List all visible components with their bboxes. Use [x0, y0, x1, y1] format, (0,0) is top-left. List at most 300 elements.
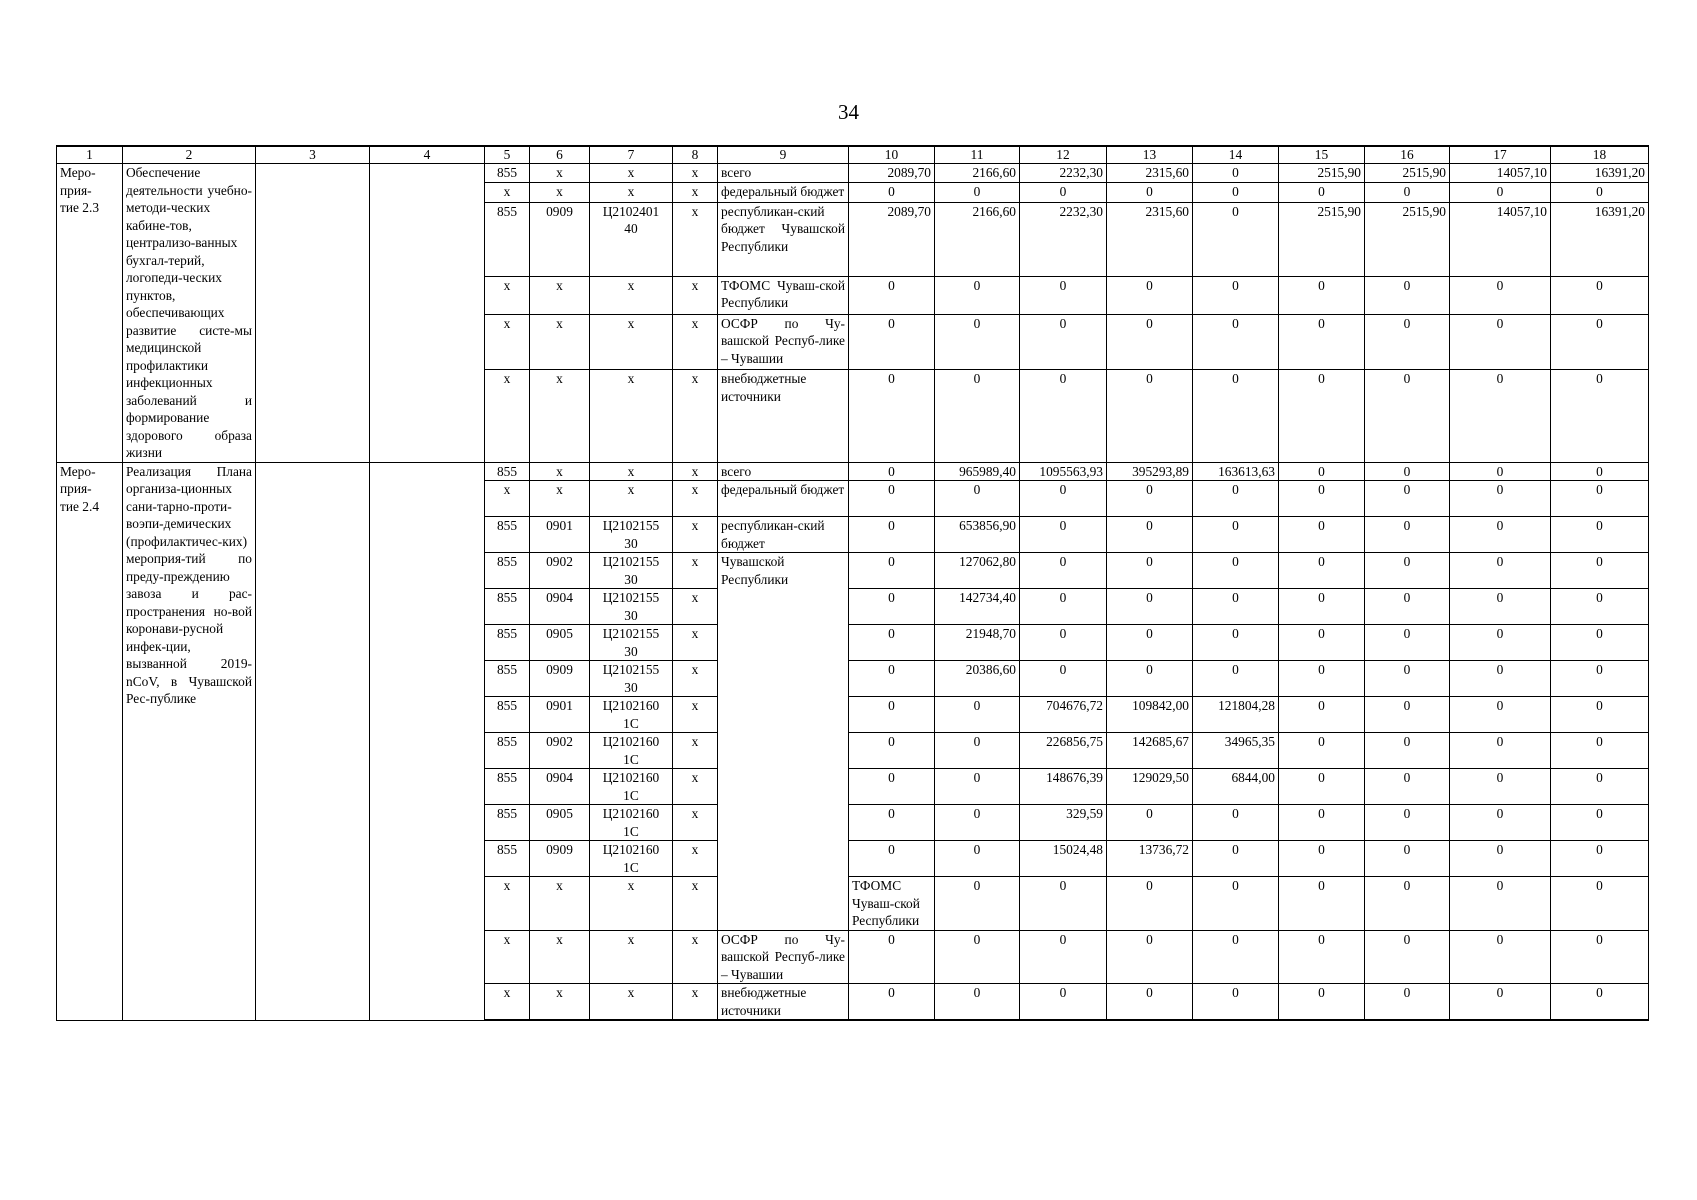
col-8-cell: х [673, 462, 718, 481]
value-cell: 0 [1020, 589, 1107, 625]
header-col-11: 11 [935, 146, 1020, 164]
value-cell: 0 [1279, 805, 1365, 841]
value-cell: 0 [1020, 481, 1107, 517]
value-cell: 0 [849, 276, 935, 314]
col-6-cell: х [530, 481, 590, 517]
value-cell: 0 [1020, 276, 1107, 314]
value-cell: 653856,90 [935, 517, 1020, 553]
value-cell: 0 [1107, 984, 1193, 1021]
value-cell: 395293,89 [1107, 462, 1193, 481]
value-cell: 2166,60 [935, 164, 1020, 183]
value-cell: 0 [935, 481, 1020, 517]
value-cell: 0 [1279, 481, 1365, 517]
col-6-cell: 0905 [530, 805, 590, 841]
value-cell: 0 [1193, 553, 1279, 589]
col-7-cell: Ц2102160 1С [590, 841, 673, 877]
value-cell: 0 [1020, 517, 1107, 553]
table-row [57, 164, 1649, 183]
value-cell: 0 [1193, 984, 1279, 1021]
col-8-cell: х [673, 553, 718, 589]
col-6-cell: 0905 [530, 625, 590, 661]
col-6-cell: 0909 [530, 661, 590, 697]
col-8-cell: х [673, 625, 718, 661]
value-cell: 704676,72 [1020, 697, 1107, 733]
value-cell: 0 [1450, 276, 1551, 314]
value-cell: 0 [1551, 481, 1649, 517]
value-cell: 0 [1450, 733, 1551, 769]
col-8-cell: х [673, 370, 718, 462]
col-5-cell: 855 [485, 625, 530, 661]
col-8-cell: х [673, 276, 718, 314]
value-cell: 226856,75 [1020, 733, 1107, 769]
value-cell: 0 [1450, 661, 1551, 697]
value-cell: 0 [1020, 877, 1107, 931]
value-cell: 0 [1279, 661, 1365, 697]
header-col-6: 6 [530, 146, 590, 164]
value-cell: 0 [1193, 589, 1279, 625]
funding-source-cell: всего [718, 164, 849, 183]
col-7-cell: х [590, 314, 673, 370]
value-cell: 0 [849, 769, 935, 805]
value-cell: 2315,60 [1107, 202, 1193, 276]
col-7-cell: Ц2102155 30 [590, 589, 673, 625]
value-cell: 0 [935, 769, 1020, 805]
col-5-cell: 855 [485, 517, 530, 553]
col-8-cell: х [673, 769, 718, 805]
value-cell: 0 [1365, 661, 1450, 697]
value-cell: 16391,20 [1551, 202, 1649, 276]
funding-source-cell: ТФОМС Чуваш-ской Республики [718, 276, 849, 314]
value-cell: 0 [1193, 625, 1279, 661]
value-cell: 0 [1279, 984, 1365, 1021]
col-5-cell: 855 [485, 661, 530, 697]
col-6-cell: 0901 [530, 517, 590, 553]
page-number: 34 [838, 100, 859, 124]
value-cell: 0 [1193, 877, 1279, 931]
header-col-15: 15 [1279, 146, 1365, 164]
col-8-cell: х [673, 314, 718, 370]
funding-source-cell: ОСФР по Чу-вашской Респуб-лике – Чувашии [718, 314, 849, 370]
col-8-cell: х [673, 984, 718, 1021]
value-cell: 0 [1107, 183, 1193, 202]
value-cell: 0 [1450, 697, 1551, 733]
value-cell: 0 [1107, 661, 1193, 697]
col-8-cell: х [673, 805, 718, 841]
col-6-cell: х [530, 984, 590, 1021]
col-5-cell: 855 [485, 164, 530, 183]
value-cell: 0 [1193, 370, 1279, 462]
value-cell: 2515,90 [1365, 202, 1450, 276]
value-cell: 109842,00 [1107, 697, 1193, 733]
budget-table [56, 145, 1649, 1021]
value-cell: 0 [1193, 202, 1279, 276]
header-col-14: 14 [1193, 146, 1279, 164]
header-col-12: 12 [1020, 146, 1107, 164]
value-cell: 0 [1020, 553, 1107, 589]
value-cell: 0 [1551, 370, 1649, 462]
value-cell: 0 [849, 805, 935, 841]
value-cell: 14057,10 [1450, 164, 1551, 183]
col-8-cell: х [673, 517, 718, 553]
col-5-cell: х [485, 877, 530, 931]
col-7-cell: х [590, 877, 673, 931]
value-cell: 0 [1551, 553, 1649, 589]
header-col-8: 8 [673, 146, 718, 164]
measure-description: Реализация Плана организа-ционных сани-тарно-проти-воэпи-демических (профилактичес-ких) мероприя-тий по преду-преждению завоза и рас-пространения но-вой коронави-русной инфек-ции, вызванной 2019-nCoV, в Чувашской Рес-публике [123, 462, 256, 1020]
value-cell: 0 [1450, 462, 1551, 481]
value-cell: 0 [1020, 625, 1107, 661]
value-cell: 0 [1551, 697, 1649, 733]
value-cell: 127062,80 [935, 553, 1020, 589]
funding-source-cell: федеральный бюджет [718, 481, 849, 517]
value-cell: 0 [1450, 517, 1551, 553]
value-cell: 2232,30 [1020, 164, 1107, 183]
value-cell: 0 [1551, 517, 1649, 553]
value-cell: 0 [1279, 877, 1365, 931]
value-cell: 0 [849, 733, 935, 769]
value-cell: 0 [849, 625, 935, 661]
value-cell: 0 [1551, 625, 1649, 661]
value-cell: 0 [1193, 276, 1279, 314]
value-cell: 0 [1551, 733, 1649, 769]
value-cell: 142685,67 [1107, 733, 1193, 769]
value-cell: 0 [1365, 481, 1450, 517]
header-col-16: 16 [1365, 146, 1450, 164]
value-cell: 0 [1107, 930, 1193, 984]
value-cell: 0 [1020, 930, 1107, 984]
value-cell: 0 [1107, 481, 1193, 517]
value-cell: 0 [1365, 841, 1450, 877]
value-cell: 0 [849, 481, 935, 517]
value-cell: 0 [1450, 183, 1551, 202]
col-5-cell: х [485, 481, 530, 517]
value-cell: 0 [1450, 984, 1551, 1021]
value-cell: 0 [1193, 164, 1279, 183]
value-cell: 0 [1365, 877, 1450, 931]
value-cell: 0 [1193, 183, 1279, 202]
value-cell: 0 [1193, 517, 1279, 553]
col-8-cell: х [673, 841, 718, 877]
value-cell: 148676,39 [1020, 769, 1107, 805]
header-row [57, 146, 1649, 164]
value-cell: 0 [849, 462, 935, 481]
funding-source-cell: федеральный бюджет [718, 183, 849, 202]
funding-source-cell: республикан-ский бюджет [718, 517, 849, 553]
header-col-4: 4 [370, 146, 485, 164]
value-cell: 0 [1279, 462, 1365, 481]
col-5-cell: х [485, 183, 530, 202]
value-cell: 0 [849, 661, 935, 697]
value-cell: 2315,60 [1107, 164, 1193, 183]
header-col-13: 13 [1107, 146, 1193, 164]
col-5-cell: 855 [485, 462, 530, 481]
col-6-cell: 0909 [530, 202, 590, 276]
col-5-cell: х [485, 276, 530, 314]
value-cell: 329,59 [1020, 805, 1107, 841]
value-cell: 0 [1107, 877, 1193, 931]
col-5-cell: 855 [485, 589, 530, 625]
col-8-cell: х [673, 733, 718, 769]
col-5-cell: х [485, 984, 530, 1021]
value-cell: 2515,90 [1279, 202, 1365, 276]
funding-source-cell: внебюджетные источники [718, 370, 849, 462]
value-cell: 0 [1193, 930, 1279, 984]
value-cell: 0 [1365, 553, 1450, 589]
funding-source-cell: республикан-ский бюджет Чувашской Республики [718, 202, 849, 276]
value-cell: 6844,00 [1193, 769, 1279, 805]
value-cell: 0 [1279, 733, 1365, 769]
col-8-cell: х [673, 930, 718, 984]
value-cell: 0 [935, 984, 1020, 1021]
header-col-1: 1 [57, 146, 123, 164]
value-cell: 0 [935, 805, 1020, 841]
value-cell: 0 [1279, 625, 1365, 661]
value-cell: 0 [1193, 841, 1279, 877]
col-6-cell: 0904 [530, 769, 590, 805]
value-cell: 0 [1551, 589, 1649, 625]
col-6-cell: 0904 [530, 589, 590, 625]
value-cell: 14057,10 [1450, 202, 1551, 276]
col-7-cell: Ц2102155 30 [590, 661, 673, 697]
value-cell: 0 [1450, 805, 1551, 841]
value-cell: 0 [1450, 553, 1551, 589]
col-7-cell: Ц2102401 40 [590, 202, 673, 276]
col-7-cell: х [590, 462, 673, 481]
header-col-5: 5 [485, 146, 530, 164]
col-7-cell: х [590, 481, 673, 517]
measure-description: Обеспечение деятельности учебно-методи-ческих кабине-тов, централизо-ванных бухгал-терий, логопеди-ческих пунктов, обеспечивающих развитие систе-мы медицинской профилактики инфекционных заболеваний и формирование здорового образа жизни [123, 164, 256, 463]
value-cell: 0 [1551, 984, 1649, 1021]
value-cell: 0 [849, 370, 935, 462]
col-8-cell: х [673, 661, 718, 697]
value-cell: 0 [1107, 314, 1193, 370]
col-8-cell: х [673, 877, 718, 931]
value-cell: 0 [1107, 517, 1193, 553]
empty-col-4 [370, 462, 485, 1020]
col-5-cell: 855 [485, 697, 530, 733]
value-cell: 121804,28 [1193, 697, 1279, 733]
value-cell: 0 [1279, 841, 1365, 877]
value-cell: 0 [1450, 877, 1551, 931]
col-6-cell: х [530, 930, 590, 984]
header-col-7: 7 [590, 146, 673, 164]
value-cell: 0 [1107, 625, 1193, 661]
value-cell: 0 [1551, 841, 1649, 877]
value-cell: 0 [1020, 984, 1107, 1021]
value-cell: 0 [849, 314, 935, 370]
value-cell: 0 [849, 930, 935, 984]
col-5-cell: 855 [485, 841, 530, 877]
value-cell: 0 [935, 697, 1020, 733]
col-5-cell: х [485, 314, 530, 370]
value-cell: 0 [1551, 930, 1649, 984]
value-cell: 0 [1107, 553, 1193, 589]
col-7-cell: Ц2102160 1С [590, 769, 673, 805]
value-cell: 2166,60 [935, 202, 1020, 276]
value-cell: 129029,50 [1107, 769, 1193, 805]
col-8-cell: х [673, 202, 718, 276]
value-cell: 0 [1365, 589, 1450, 625]
col-5-cell: х [485, 930, 530, 984]
col-8-cell: х [673, 589, 718, 625]
header-col-10: 10 [849, 146, 935, 164]
value-cell: 0 [849, 984, 935, 1021]
col-5-cell: 855 [485, 733, 530, 769]
value-cell: 142734,40 [935, 589, 1020, 625]
value-cell: 0 [1279, 589, 1365, 625]
value-cell: 0 [849, 697, 935, 733]
value-cell: 0 [935, 183, 1020, 202]
measure-label: Меро- прия- тие 2.3 [57, 164, 123, 463]
header-col-18: 18 [1551, 146, 1649, 164]
value-cell: 2515,90 [1279, 164, 1365, 183]
value-cell: 0 [1450, 370, 1551, 462]
col-7-cell: Ц2102155 30 [590, 517, 673, 553]
empty-col-4 [370, 164, 485, 463]
value-cell: 0 [1279, 697, 1365, 733]
funding-source-cell: Чувашской Республики [718, 553, 849, 931]
value-cell: 0 [1365, 183, 1450, 202]
funding-source-cell: ОСФР по Чу-вашской Респуб-лике – Чувашии [718, 930, 849, 984]
value-cell: 0 [1551, 462, 1649, 481]
value-cell: 0 [1365, 805, 1450, 841]
value-cell: 2232,30 [1020, 202, 1107, 276]
header-col-9: 9 [718, 146, 849, 164]
value-cell: 0 [849, 517, 935, 553]
value-cell: 0 [935, 930, 1020, 984]
col-6-cell: х [530, 314, 590, 370]
value-cell: 0 [849, 553, 935, 589]
col-7-cell: х [590, 930, 673, 984]
col-7-cell: Ц2102155 30 [590, 625, 673, 661]
value-cell: 0 [1450, 625, 1551, 661]
value-cell: 0 [1365, 370, 1450, 462]
value-cell: 0 [849, 589, 935, 625]
value-cell: 0 [1107, 370, 1193, 462]
col-6-cell: х [530, 183, 590, 202]
value-cell: 0 [1450, 314, 1551, 370]
col-5-cell: х [485, 370, 530, 462]
value-cell: 0 [1365, 314, 1450, 370]
value-cell: 0 [1279, 183, 1365, 202]
value-cell: 0 [1551, 805, 1649, 841]
value-cell: 0 [1193, 481, 1279, 517]
value-cell: 0 [849, 183, 935, 202]
col-7-cell: Ц2102160 1С [590, 805, 673, 841]
col-6-cell: х [530, 877, 590, 931]
value-cell: 2089,70 [849, 202, 935, 276]
value-cell: 2089,70 [849, 164, 935, 183]
value-cell: 13736,72 [1107, 841, 1193, 877]
col-7-cell: Ц2102155 30 [590, 553, 673, 589]
value-cell: 0 [1365, 625, 1450, 661]
value-cell: 2515,90 [1365, 164, 1450, 183]
value-cell: 34965,35 [1193, 733, 1279, 769]
value-cell: 0 [1450, 589, 1551, 625]
funding-source-cell: ТФОМС Чуваш-ской Республики [849, 877, 935, 931]
value-cell: 0 [1365, 984, 1450, 1021]
col-5-cell: 855 [485, 553, 530, 589]
funding-source-cell: внебюджетные источники [718, 984, 849, 1021]
value-cell: 0 [1107, 589, 1193, 625]
col-6-cell: 0909 [530, 841, 590, 877]
col-7-cell: х [590, 276, 673, 314]
value-cell: 0 [1193, 661, 1279, 697]
value-cell: 0 [1450, 841, 1551, 877]
value-cell: 15024,48 [1020, 841, 1107, 877]
col-6-cell: 0902 [530, 553, 590, 589]
value-cell: 163613,63 [1193, 462, 1279, 481]
header-col-2: 2 [123, 146, 256, 164]
value-cell: 0 [1551, 877, 1649, 931]
value-cell: 0 [1365, 769, 1450, 805]
value-cell: 0 [1279, 314, 1365, 370]
col-6-cell: 0902 [530, 733, 590, 769]
col-8-cell: х [673, 164, 718, 183]
empty-col-3 [256, 164, 370, 463]
value-cell: 0 [1551, 661, 1649, 697]
value-cell: 0 [935, 877, 1020, 931]
value-cell: 0 [1279, 370, 1365, 462]
table-row [57, 462, 1649, 481]
value-cell: 0 [1365, 697, 1450, 733]
value-cell: 0 [1365, 517, 1450, 553]
col-7-cell: х [590, 370, 673, 462]
col-8-cell: х [673, 183, 718, 202]
value-cell: 0 [1551, 769, 1649, 805]
value-cell: 0 [1365, 733, 1450, 769]
value-cell: 0 [1551, 276, 1649, 314]
value-cell: 0 [1020, 314, 1107, 370]
value-cell: 0 [1193, 314, 1279, 370]
value-cell: 0 [935, 314, 1020, 370]
col-8-cell: х [673, 697, 718, 733]
value-cell: 0 [1365, 930, 1450, 984]
value-cell: 0 [1279, 276, 1365, 314]
value-cell: 0 [1450, 481, 1551, 517]
value-cell: 0 [1551, 183, 1649, 202]
value-cell: 0 [1450, 769, 1551, 805]
value-cell: 0 [935, 370, 1020, 462]
value-cell: 0 [1551, 314, 1649, 370]
value-cell: 1095563,93 [1020, 462, 1107, 481]
col-7-cell: х [590, 984, 673, 1021]
value-cell: 0 [1450, 930, 1551, 984]
col-6-cell: 0901 [530, 697, 590, 733]
value-cell: 0 [1020, 183, 1107, 202]
value-cell: 0 [1279, 930, 1365, 984]
col-6-cell: х [530, 370, 590, 462]
col-5-cell: 855 [485, 202, 530, 276]
value-cell: 0 [1020, 661, 1107, 697]
value-cell: 16391,20 [1551, 164, 1649, 183]
value-cell: 0 [1107, 276, 1193, 314]
value-cell: 0 [1020, 370, 1107, 462]
col-6-cell: х [530, 276, 590, 314]
col-7-cell: х [590, 183, 673, 202]
measure-label: Меро- прия- тие 2.4 [57, 462, 123, 1020]
value-cell: 0 [1193, 805, 1279, 841]
value-cell: 0 [935, 276, 1020, 314]
value-cell: 0 [1279, 769, 1365, 805]
value-cell: 0 [849, 841, 935, 877]
value-cell: 0 [1279, 553, 1365, 589]
value-cell: 0 [935, 733, 1020, 769]
value-cell: 0 [935, 841, 1020, 877]
col-8-cell: х [673, 481, 718, 517]
value-cell: 21948,70 [935, 625, 1020, 661]
table-body [57, 146, 1649, 1020]
